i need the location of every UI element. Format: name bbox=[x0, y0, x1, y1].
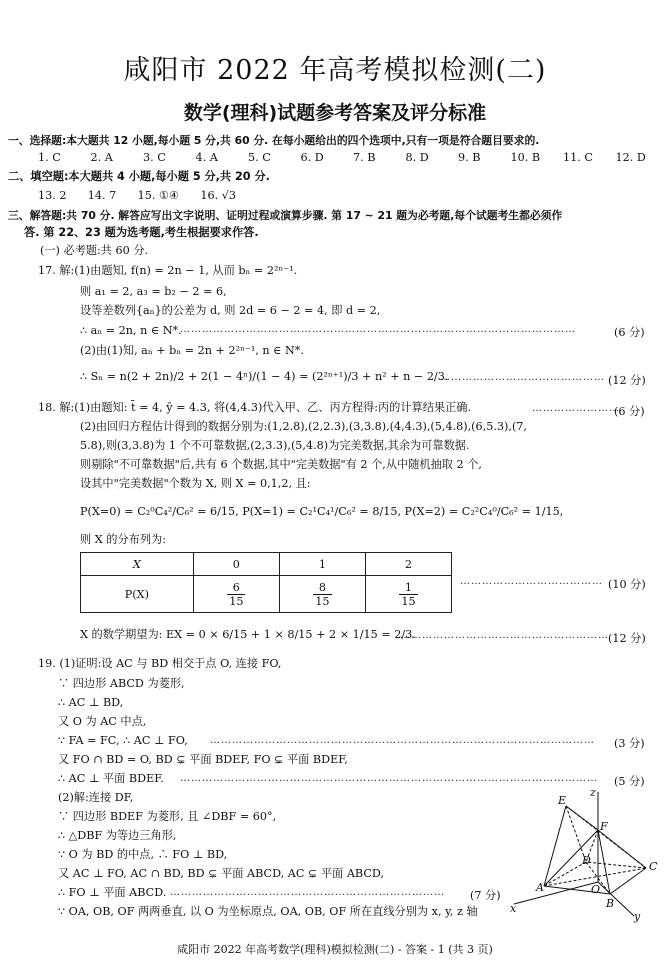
edge-ec bbox=[566, 806, 646, 868]
score-mark: (6 分) bbox=[614, 405, 645, 418]
label-b: B bbox=[606, 897, 615, 910]
q18-line1: 18. 解:(1)由题知: t̄ = 4, ȳ = 4.3, 将(4,4.3)代入甲、乙、丙方程得:丙的计算结果正确. bbox=[38, 401, 472, 414]
q19-line10: ∴ △DBF 为等边三角形, bbox=[58, 829, 177, 842]
dot-leader: …………………………………………………………………………………………… bbox=[210, 735, 595, 746]
table-cell bbox=[365, 576, 451, 613]
q18-line7: 则 X 的分布列为: bbox=[80, 533, 166, 546]
q17-line1: 17. 解:(1)由题知, f(n) = 2n − 1, 从而 bₙ = 2²ⁿ⁻¹. bbox=[38, 264, 298, 277]
x-axis bbox=[514, 882, 601, 904]
section1-heading: 一、选择题:本大题共 12 小题,每小题 5 分,共 60 分. 在每小题给出的四个选项中,只有一项是符合题目要求的. bbox=[8, 134, 540, 147]
dot-leader: ……………………………………………………………………………………………… bbox=[180, 324, 576, 335]
q18-line2: (2)由回归方程估计得到的数据分别为:(1,2.8),(2,2.3),(3,3.8),(4,4.3),(5,4.8),(6,5.3),(7, bbox=[80, 420, 527, 433]
label-d: D bbox=[582, 854, 591, 867]
q19-line13: ∴ FO ⊥ 平面 ABCD. bbox=[58, 886, 167, 899]
edge-cd bbox=[586, 862, 646, 868]
label-f: F bbox=[600, 820, 608, 833]
fraction-numerator: 6 bbox=[227, 581, 245, 595]
dot-leader: …………………………………………………………………………………………………… bbox=[180, 773, 598, 784]
table-header-cell: 2 bbox=[365, 553, 451, 576]
dot-leader: ………………………………………………… bbox=[400, 630, 609, 641]
table-header-cell: 0 bbox=[193, 553, 279, 576]
q18-line3: 5.8),则(3,3.8)为 1 个不可靠数据,(2,3.3),(5,4.8)为完美数据,其余为可靠数据. bbox=[80, 439, 470, 452]
q17-line5: (2)由(1)知, aₙ + bₙ = 2n + 2²ⁿ⁻¹, n ∈ N*. bbox=[80, 344, 304, 357]
choice-answer: 12. D bbox=[615, 151, 646, 164]
choice-answer: 11. C bbox=[563, 151, 593, 164]
q19-line1: 19. (1)证明:设 AC 与 BD 相交于点 O, 连接 FO, bbox=[38, 657, 282, 670]
q19-line3: ∴ AC ⊥ BD, bbox=[58, 696, 124, 709]
q19-line6: 又 FO ∩ BD = O, BD ⊊ 平面 BDEF, FO ⊊ 平面 BDEF, bbox=[58, 753, 348, 766]
choice-answer: 3. C bbox=[143, 151, 166, 164]
q19-line2: ∵ 四边形 ABCD 为菱形, bbox=[58, 677, 185, 690]
choice-answer: 2. A bbox=[90, 151, 113, 164]
label-z: z bbox=[590, 786, 596, 799]
q19-line14: ∵ OA, OB, OF 两两垂直, 以 O 为坐标原点, OA, OB, OF 所在直线分别为 x, y, z 轴 bbox=[58, 905, 478, 918]
score-mark: (10 分) bbox=[608, 578, 646, 591]
score-mark: (3 分) bbox=[614, 737, 645, 750]
fraction-numerator: 8 bbox=[313, 581, 331, 595]
choice-answers bbox=[38, 151, 668, 165]
section3-heading-line1: 三、解答题:共 70 分. 解答应写出文字说明、证明过程或演算步骤. 第 17 ~ 21 题为必考题,每个试题考生都必须作 bbox=[8, 209, 563, 222]
table-row-label: P(X) bbox=[81, 576, 194, 613]
table-cell bbox=[279, 576, 365, 613]
q19-line4: 又 O 为 AC 中点, bbox=[58, 715, 147, 728]
choice-answer: 6. D bbox=[300, 151, 324, 164]
page-subtitle: 数学(理科)试题参考答案及评分标准 bbox=[183, 102, 487, 124]
choice-answer: 10. B bbox=[510, 151, 541, 164]
label-y: y bbox=[634, 910, 641, 923]
q17-line3: 设等差数列{aₙ}的公差为 d, 则 2d = 6 − 2 = 4, 即 d = 2, bbox=[80, 304, 381, 317]
q17-line6: ∴ Sₙ = n(2 + 2n)/2 + 2(1 − 4ⁿ)/(1 − 4) = (2²ⁿ⁺¹)/3 + n² + n − 2/3. bbox=[80, 370, 449, 383]
dot-leader: …………………… bbox=[532, 403, 620, 414]
q19-line5: ∵ FA = FC, ∴ AC ⊥ FO, bbox=[58, 734, 188, 747]
required-questions-label: (一) 必考题:共 60 分. bbox=[40, 244, 149, 257]
q19-line11: ∵ O 为 BD 的中点, ∴ FO ⊥ BD, bbox=[58, 848, 228, 861]
page-title: 咸阳市 2022 年高考模拟检测(二) bbox=[123, 55, 547, 86]
q17-line4: ∴ aₙ = 2n, n ∈ N*. bbox=[80, 324, 182, 337]
q19-line12: 又 AC ⊥ FO, AC ∩ BD, BD ⊊ 平面 ABCD, AC ⊊ 平面 ABCD, bbox=[58, 867, 385, 880]
section2-heading: 二、填空题:本大题共 4 小题,每小题 5 分,共 20 分. bbox=[8, 170, 270, 183]
dot-leader: ………………………………… bbox=[460, 576, 603, 587]
label-x: x bbox=[510, 902, 517, 915]
label-o: O bbox=[591, 883, 601, 896]
y-axis bbox=[598, 882, 634, 916]
choice-answer: 5. C bbox=[248, 151, 271, 164]
choice-answer: 9. B bbox=[458, 151, 481, 164]
q18-line6: P(X=0) = C₂⁰C₄²/C₆² = 6/15, P(X=1) = C₂¹C₄¹/C₆² = 8/15, P(X=2) = C₂²C₄⁰/C₆² = 1/15, bbox=[80, 505, 564, 518]
score-mark: (12 分) bbox=[608, 632, 646, 645]
q19-line7: ∴ AC ⊥ 平面 BDEF. bbox=[58, 772, 164, 785]
choice-answer: 4. A bbox=[195, 151, 218, 164]
choice-answer: 8. D bbox=[405, 151, 429, 164]
q18-line8: X 的数学期望为: EX = 0 × 6/15 + 1 × 8/15 + 2 × 1/15 = 2/3. bbox=[80, 628, 416, 641]
geometry-figure bbox=[506, 786, 662, 922]
choice-answer: 1. C bbox=[38, 151, 61, 164]
fill-answers: 13. 2 14. 7 15. ①④ 16. √3 bbox=[38, 189, 236, 202]
label-a: A bbox=[536, 881, 544, 894]
fraction-denominator: 15 bbox=[229, 594, 244, 608]
dot-leader: ……………………………………… bbox=[440, 372, 605, 383]
label-c: C bbox=[649, 860, 658, 873]
q18-line5: 设其中"完美数据"个数为 X, 则 X = 0,1,2, 且: bbox=[80, 477, 311, 490]
score-mark: (12 分) bbox=[608, 374, 646, 387]
label-e: E bbox=[558, 794, 567, 807]
score-mark: (5 分) bbox=[614, 775, 645, 788]
distribution-table bbox=[80, 552, 452, 613]
table-cell bbox=[193, 576, 279, 613]
choice-answer: 7. B bbox=[353, 151, 376, 164]
table-header-cell: 1 bbox=[279, 553, 365, 576]
page-footer: 咸阳市 2022 年高考数学(理科)模拟检测(二) - 答案 - 1 (共 3 页) bbox=[177, 943, 493, 956]
fraction-denominator: 15 bbox=[315, 594, 330, 608]
score-mark: (7 分) bbox=[470, 889, 501, 902]
q17-line2: 则 a₁ = 2, a₃ = b₂ − 2 = 6, bbox=[80, 285, 227, 298]
q19-line8: (2)解:连接 DF, bbox=[58, 791, 134, 804]
edge-bc bbox=[610, 868, 646, 894]
fraction-denominator: 15 bbox=[401, 594, 416, 608]
q18-line4: 则剔除"不可靠数据"后,共有 6 个数据,其中"完美数据"有 2 个,从中随机抽取 2 个, bbox=[80, 458, 482, 471]
score-mark: (6 分) bbox=[614, 326, 645, 339]
dot-leader: ………………………………………………………………… bbox=[170, 887, 445, 898]
fraction-numerator: 1 bbox=[399, 581, 417, 595]
q19-line9: ∵ 四边形 BDEF 为菱形, 且 ∠DBF = 60°, bbox=[58, 810, 277, 823]
table-header-cell: X bbox=[81, 553, 194, 576]
section3-heading-line2: 答. 第 22、23 题为选考题,考生根据要求作答. bbox=[24, 226, 259, 239]
